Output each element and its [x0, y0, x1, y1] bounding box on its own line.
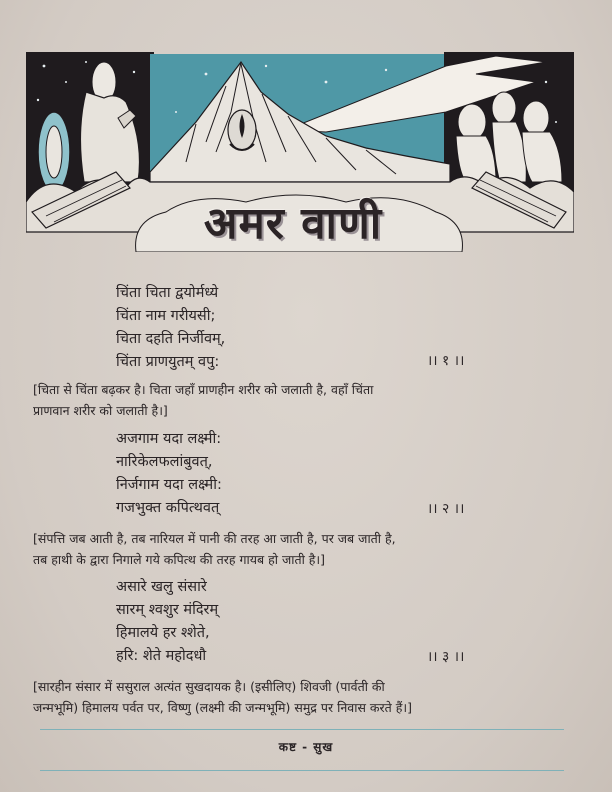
translation-line: [सारहीन संसार में ससुराल अत्यंत सुखदायक है। (इसीलिए) शिवजी (पार्वती की — [33, 679, 385, 694]
verse-number: ।। १ ।। — [427, 353, 465, 369]
verse-2 — [116, 428, 222, 520]
verse-line: सारम्‌ श्वशुर मंदिरम्‌ — [116, 602, 219, 618]
translation-line: तब हाथी के द्वारा निगाले गये कपित्थ की तरह गायब हो जाती है।] — [33, 552, 326, 567]
verse-3 — [116, 576, 218, 668]
verse-line: हरि: शेते महोदधौ — [116, 648, 207, 664]
verse-translation — [33, 676, 573, 718]
verse-line: हिमालये हर श्शेते, — [116, 625, 210, 641]
translation-line: [संपत्ति जब आती है, तब नारियल में पानी की तरह आ जाती है, पर जब जाती है, — [33, 531, 396, 546]
verse-line: नारिकेलफलांबुवत्‌, — [116, 454, 213, 470]
verse-1 — [116, 282, 225, 374]
verse-line: चिता दहति निर्जीवम्‌, — [116, 331, 226, 347]
page-title: अमर वाणी — [203, 198, 383, 249]
translation-line: प्राणवान शरीर को जलाती है।] — [33, 403, 168, 418]
translation-line: [चिता से चिंता बढ़कर है। चिता जहाँ प्राणहीन शरीर को जलाती है, वहाँ चिंता — [33, 382, 374, 397]
verse-translation — [33, 528, 573, 570]
verse-line: चिंता प्राणयुतम्‌ वपु: — [116, 354, 220, 370]
verse-number: ।। ३ ।। — [427, 649, 465, 665]
verse-line: चिंता नाम गरीयसी; — [116, 308, 216, 324]
translation-line: जन्मभूमि) हिमालय पर्वत पर, विष्णु (लक्ष्मी की जन्मभूमि) समुद्र पर निवास करते हैं।] — [33, 700, 412, 715]
footer-rule-top — [40, 729, 564, 730]
verse-line: अजगाम यदा लक्ष्मी: — [116, 431, 222, 447]
verse-number: ।। २ ।। — [427, 501, 465, 517]
verse-translation — [33, 379, 573, 421]
verse-line: गजभुक्त कपित्थवत्‌ — [116, 500, 220, 516]
footer-label: कष्ट - सुख — [278, 740, 334, 754]
verse-line: चिंता चिता द्वयोर्मध्ये — [116, 285, 219, 301]
verse-line: निर्जगाम यदा लक्ष्मी: — [116, 477, 222, 493]
verse-line: असारे खलु संसारे — [116, 579, 207, 595]
footer-rule-bottom — [40, 770, 564, 771]
